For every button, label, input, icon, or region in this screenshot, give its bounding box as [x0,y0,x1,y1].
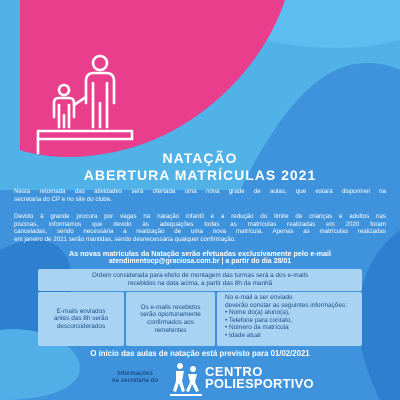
list-item: • Nome do(a) aluno(a), [225,309,362,317]
confirmation-box [126,292,215,346]
paragraph-line: piscinas, informamos que devido às adequações todas as matrículas realizadas em 2020 foram [14,220,386,228]
box-line: remetentes [154,326,187,334]
info-line: na secretaria do [111,378,159,384]
start-date-notice: O início das aulas de natação está previsto para 01/02/2021 [90,349,310,358]
box-line: Ordem considerada para efeito de montagem das turmas será a dos e-mails [91,272,309,279]
box-line: E-mails enviados [56,307,106,315]
box-line: Os e-mails recebidos [140,303,201,311]
enrollment-email: atendimentocp@graciosa.com.br | a partir do dia 28/01 [108,258,292,265]
paragraph-line: canceladas, sendo necessária a realização de uma nova matrícula. Apenas as matrículas realizadas [14,228,386,236]
logo-line: POLIESPORTIVO [205,376,314,391]
order-info-box [38,269,362,291]
list-item: • Telefone para contato, [225,317,362,325]
box-line: antes das 8h serão [53,315,109,323]
logo-wordmark [205,366,314,390]
box-line: serão oportunamente [140,311,201,319]
adult-and-child-on-diving-platform-icon [30,45,140,155]
box-line: confirmados aos [147,319,194,326]
paragraph-line: em janeiro de 2021 serão mantidas, sendo desnecessária qualquer confirmação. [14,235,236,243]
box-line: recebidos na data acima, a partir das 8h da manhã [127,279,273,287]
enrollment-notice: As novas matrículas da Natação serão efetuadas exclusivamente pelo e-mail [68,249,332,258]
box-line: desconsiderados [56,322,106,330]
early-email-box [38,292,124,346]
logo-line: CENTRO [205,364,263,379]
required-info-box [217,292,362,346]
notice-paragraph [14,213,386,243]
box-heading-line: No e-mail a ser enviado [225,294,293,301]
intro-paragraph [14,188,386,203]
info-line: Informações [117,371,153,377]
list-item: • Idade atual [225,332,362,340]
info-label [100,371,170,385]
centro-poliesportivo-logo [170,361,202,397]
paragraph-line: Devido à grande procura por vagas na natação infantil e a redução do limite de crianças e adultos nas [14,213,386,220]
box-heading-line: deverão constar as seguintes informações: [225,301,347,309]
list-item: • Número da matrícula [225,324,362,332]
paragraph-line: secretaria do CP e no site do clube. [14,195,112,203]
paragraph-line: Nesta retomada das atividades será ofertada uma nova grade de aulas, que estará disponível na [14,188,386,195]
page-subtitle: ABERTURA MATRÍCULAS 2021 [83,167,317,183]
page-title: NATAÇÃO [162,150,238,166]
required-info-list [225,309,362,339]
